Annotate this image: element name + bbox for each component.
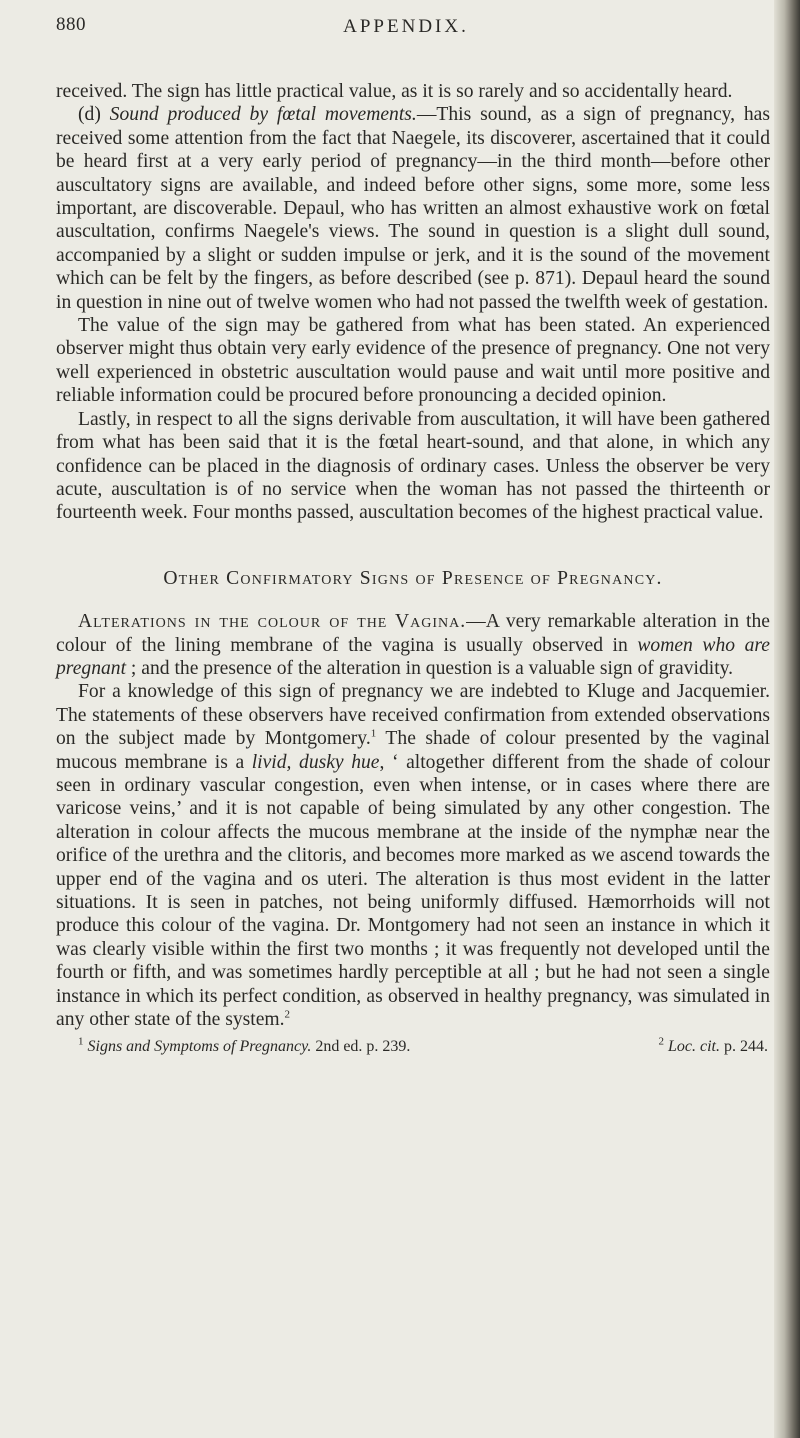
footnotes bbox=[56, 1037, 768, 1057]
footnote bbox=[78, 1037, 410, 1057]
paragraph-text: received. The sign has little practical value, as it is so rarely and so accidentally heard. bbox=[56, 81, 733, 102]
running-head: APPENDIX. bbox=[343, 16, 469, 37]
paragraph bbox=[56, 103, 770, 314]
paragraph bbox=[56, 314, 770, 408]
emphasis: women who are pregnant bbox=[56, 634, 770, 679]
emphasis: livid, dusky hue bbox=[251, 751, 380, 773]
footnote-text: p. 244. bbox=[720, 1038, 768, 1056]
footnote-mark: 1 bbox=[78, 1036, 84, 1049]
subsection-title: Alterations in the colour of the Vagina. bbox=[78, 611, 467, 633]
paragraph bbox=[56, 80, 770, 103]
page-number: 880 bbox=[56, 14, 86, 35]
paragraph-text: The shade of colour presented by the vaginal mucous membrane is a bbox=[56, 728, 770, 773]
page-binding-shadow bbox=[774, 0, 800, 1438]
paragraph-text: —A very remarkable alteration in the colour of the lining membrane of the vagina is usually observed in bbox=[56, 611, 770, 656]
footnote-ref: 1 bbox=[370, 727, 377, 740]
paragraph-text: , ‘ altogether different from the shade of colour seen in ordinary vascular congestion, even when intense, or in cases where there are varicose veins,’ and it is not capable of being simulated by any other congestion. The alteration in colour affects the mucous membrane at the inside of the nymphæ near the orifice of the urethra and the clitoris, and becomes more marked as we ascend towards the upper end of the vagina and os uteri. The alteration is thus most evident in the latter situations. It is seen in patches, not being uniformly diffused. Hæmorrhoids will not produce this colour of the vagina. Dr. Montgomery had not seen an instance in which it was clearly visible within the first two months ; it was frequently not developed until the fourth or fifth, and was sometimes hardly perceptible at all ; but he had not seen a single instance in which its perfect condition, as observed in healthy pregnancy, was simulated in any other state of the system. bbox=[56, 751, 770, 1031]
list-label: (d) bbox=[78, 104, 101, 126]
paragraph-text: The value of the sign may be gathered from what has been stated. An experienced observer might thus obtain very early evidence of the presence of pregnancy. One not very well experienced in obstetric auscultation would pause and wait until more positive and reliable information could be procured before pronouncing a decided opinion. bbox=[56, 315, 770, 407]
paragraph-text: ; and the presence of the alteration in question is a valuable sign of gravidity. bbox=[126, 657, 734, 679]
body-text bbox=[56, 80, 770, 1057]
footnote bbox=[659, 1037, 769, 1057]
subsection-title: Sound produced by fœtal movements. bbox=[109, 104, 417, 126]
footnote-title: Signs and Symptoms of Pregnancy. bbox=[87, 1038, 312, 1056]
page-header bbox=[56, 14, 756, 44]
paragraph-text: For a knowledge of this sign of pregnancy we are indebted to Kluge and Jacquemier. The statements of these observers have received confirmation from extended observations on the subject made by Montgomery. bbox=[56, 681, 770, 750]
paragraph bbox=[56, 680, 770, 1031]
footnote-mark: 2 bbox=[658, 1036, 664, 1049]
paragraph bbox=[56, 408, 770, 525]
footnote-text: 2nd ed. p. 239. bbox=[311, 1038, 411, 1056]
section-heading: Other Confirmatory Signs of Presence of Pregnancy. bbox=[163, 567, 663, 589]
paragraph-text: Lastly, in respect to all the signs derivable from auscultation, it will have been gathered from what has been said that it is the fœtal heart-sound, and that alone, in which any confidence can be placed in the diagnosis of ordinary cases. Unless the observer be very acute, auscultation is of no service when the woman has not passed the thirteenth or fourteenth week. Four months passed, auscultation becomes of the highest practical value. bbox=[56, 408, 770, 524]
footnote-title: Loc. cit. bbox=[668, 1038, 720, 1056]
footnote-ref: 2 bbox=[284, 1008, 291, 1021]
paragraph bbox=[56, 610, 770, 680]
paragraph-text: —This sound, as a sign of pregnancy, has received some attention from the fact that Naegele, its discoverer, ascertained that it could be heard first at a very early period of pregnancy—in the third month—before other auscultatory signs are available, and indeed before other signs, some more, some less important, are discoverable. Depaul, who has written an almost exhaustive work on fœtal auscultation, confirms Naegele's views. The sound in question is a slight dull sound, accompanied by a slight or sudden impulse or jerk, and it is the sound of the movement which can be felt by the fingers, as before described (see p. 871). Depaul heard the sound in question in nine out of twelve women who had not passed the twelfth week of gestation. bbox=[56, 104, 770, 313]
